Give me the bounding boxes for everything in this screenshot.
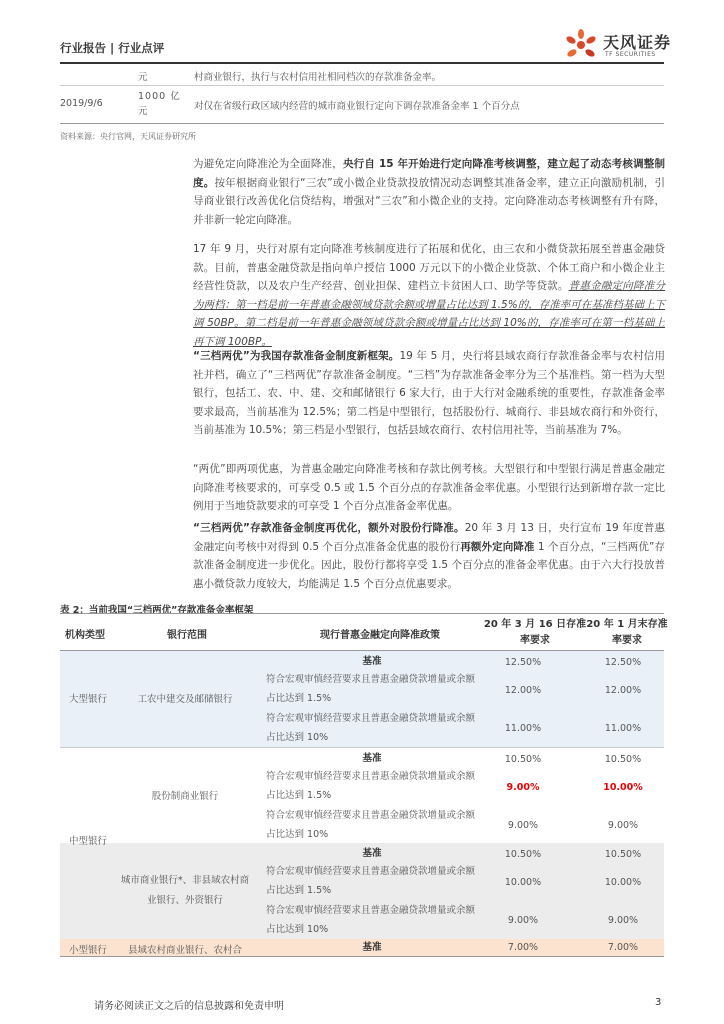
policy-base: 基准 xyxy=(362,848,382,859)
table-cell: 元 xyxy=(138,72,148,83)
policy-1-5: 符合宏观审慎经营要求且普惠金融贷款增量或余额占比达到 1.5% xyxy=(266,771,476,801)
text-bold: “三档两优”存款准备金制度再优化，额外对股份行降准。 xyxy=(193,522,465,534)
text-span: 17 年 9 月，央行对原有定向降准考核制度进行了拓展和优化，由三农和小微贷款拓展至普惠金融贷款。目前，普惠金融贷款是指向单户授信 1000 万元以下的小微企业贷款、个体工商户和小微企业主经营性贷款，以及农户生产经营、创业担保、建档立卡贫困人口、助学等贷款。 xyxy=(193,243,665,292)
table-cell: 对仅在省级行政区域内经营的城市商业银行定向下调存款准备金率 1 个百分点 xyxy=(194,101,520,112)
text-span: 1 个百分点，“三档两优”存款准备金制度进一步优化。因此，股份行都将享受 1.5 个百分点的准备金率优惠。由于六大行投放普惠小微贷款力度较大，均能满足 1.5 个百分点优惠要求。 xyxy=(193,540,665,590)
bank-scope: 县域农村商业银行、农村合 xyxy=(127,945,242,956)
table-cell: 2019/9/6 xyxy=(60,98,103,109)
bank-scope: 城市商业银行*、非县域农村商业银行、外资银行 xyxy=(120,875,250,906)
paragraph-5 xyxy=(193,519,665,593)
text-bold: 央行自 15 年开始进行定向降准考核调整，建立起了动态考核调整制度。 xyxy=(193,158,666,189)
val-jan: 12.00% xyxy=(604,685,642,696)
logo-text: 天风证券 xyxy=(603,33,672,52)
col-header: 20 年 1 月末存准率要求 xyxy=(586,619,668,646)
val-mar: 7.00% xyxy=(507,942,539,953)
val-jan: 10.50% xyxy=(604,754,642,765)
paragraph-2 xyxy=(193,240,665,351)
text-bold: “三档两优”为我国存款准备金制度新框架。 xyxy=(193,350,400,362)
val-mar: 10.50% xyxy=(504,849,542,860)
table-row xyxy=(60,86,664,124)
val-jan: 9.00% xyxy=(607,820,639,831)
group-large xyxy=(60,651,664,747)
val-mar: 10.00% xyxy=(504,877,542,888)
logo-subtext: TF SECURITIES xyxy=(605,51,656,58)
val-mar: 11.00% xyxy=(504,723,542,734)
val-jan: 12.50% xyxy=(604,657,642,668)
page-number: 3 xyxy=(655,997,662,1008)
val-jan-highlight: 10.00% xyxy=(603,782,643,793)
paragraph-1 xyxy=(193,155,665,229)
val-jan: 10.00% xyxy=(604,877,642,888)
col-header: 银行范围 xyxy=(167,630,207,641)
col-header: 机构类型 xyxy=(65,630,105,641)
paragraph-3 xyxy=(193,347,665,440)
group-small xyxy=(60,939,664,957)
group-mid-city xyxy=(60,843,664,939)
table1 xyxy=(60,64,664,124)
disclaimer: 请务必阅读正文之后的信息披露和免责申明 xyxy=(94,1001,284,1012)
val-jan: 10.50% xyxy=(604,849,642,860)
table2-title: 表 2：当前我国“三档两优”存款准备金率框架 xyxy=(60,605,254,616)
val-jan: 9.00% xyxy=(607,915,639,926)
col-header: 现行普惠金融定向降准政策 xyxy=(320,630,440,641)
policy-base: 基准 xyxy=(362,942,382,953)
policy-base: 基准 xyxy=(362,656,382,667)
bank-scope: 工农中建交及邮储银行 xyxy=(137,694,233,705)
policy-10: 符合宏观审慎经营要求且普惠金融贷款增量或余额占比达到 10% xyxy=(266,713,476,743)
group-mid-joint-stock xyxy=(60,747,664,843)
table-header xyxy=(60,613,668,651)
val-mar: 12.50% xyxy=(504,657,542,668)
company-logo xyxy=(563,26,672,66)
logo-mark-icon xyxy=(563,28,599,62)
policy-10: 符合宏观审慎经营要求且普惠金融贷款增量或余额占比达到 10% xyxy=(266,810,476,840)
val-jan: 7.00% xyxy=(607,942,639,953)
text-span: 按年根据商业银行“三农”或小微企业贷款投放情况动态调整其准备金率，建立正向激励机制，引导商业银行改善优化信贷结构，增强对“三农”和小微企业的支持。定向降准动态考核调整有升有降，并非新一轮定向降准。 xyxy=(193,176,665,226)
text-span: 20 年 3 月 13 日，央行宣布 19 年度普惠金融定向考核中对得到 0.5 个百分点准备金优惠的股份行 xyxy=(193,522,665,553)
text-span: 为避免定向降准沦为全面降准， xyxy=(193,158,343,170)
table-row xyxy=(60,64,664,86)
text-span: 19 年 5 月，央行将县域农商行存款准备金率与农村信用社并档，确立了“三档两优”存款准备金制度。“三档”为存款准备金率分为三个基准档。第一档为大型银行，包括工、农、中、建、交和邮储银行 6 家大行，由于大行对金融系统的重要性，存款准备金率要求最高，当前基准为 12.5%；第二档是中型银行，包括股份行、城商行、非县域农商行和外资行，当前基准为 10.5%；第三档是小型银行，包括县域农商行、农村信用社等，当前基准为 7%。 xyxy=(193,350,665,436)
org-type: 大型银行 xyxy=(68,694,107,705)
source-note: 资料来源：央行官网，天风证券研究所 xyxy=(60,132,196,141)
val-mar: 10.50% xyxy=(504,754,542,765)
val-mar-highlight: 9.00% xyxy=(506,782,540,793)
policy-1-5: 符合宏观审慎经营要求且普惠金融贷款增量或余额占比达到 1.5% xyxy=(266,674,476,704)
text-emphasis: 普惠金融定向降准分为两档：第一档是前一年普惠金融领域贷款余额或增量占比达到 1.5%的，存准率可在基准档基础上下调 50BP。第二档是前一年普惠金融领域贷款余额或增量占比达到 10%的，存准率可在第一档基础上再下调 100BP。 xyxy=(193,280,666,348)
val-mar: 9.00% xyxy=(507,820,539,831)
val-mar: 12.00% xyxy=(504,685,542,696)
paragraph-4: “两优”即两项优惠，为普惠金融定向降准考核和存款比例考核。大型银行和中型银行满足普惠金融定向降准考核要求的，可享受 0.5 或 1.5 个百分点的存款准备金率优惠。小型银行达到新增存款一定比例用于当地贷款要求的可享受 1 个百分点准备金率优惠。 xyxy=(193,463,665,512)
table-cell: 村商业银行，执行与农村信用社相同档次的存款准备金率。 xyxy=(194,72,442,83)
policy-base: 基准 xyxy=(362,753,382,764)
org-type: 小型银行 xyxy=(68,945,107,956)
col-header: 20 年 3 月 16 日存准率要求 xyxy=(483,619,587,646)
table-cell: 1000 亿元 xyxy=(138,91,181,117)
bank-scope: 股份制商业银行 xyxy=(151,791,219,802)
text-bold: 再额外定向降准 xyxy=(460,540,535,553)
org-type: 中型银行 xyxy=(68,836,107,847)
report-category: 行业报告 | 行业点评 xyxy=(60,41,165,55)
policy-1-5: 符合宏观审慎经营要求且普惠金融贷款增量或余额占比达到 1.5% xyxy=(266,866,476,896)
val-mar: 9.00% xyxy=(507,915,539,926)
policy-10: 符合宏观审慎经营要求且普惠金融贷款增量或余额占比达到 10% xyxy=(266,905,476,935)
val-jan: 11.00% xyxy=(604,723,642,734)
